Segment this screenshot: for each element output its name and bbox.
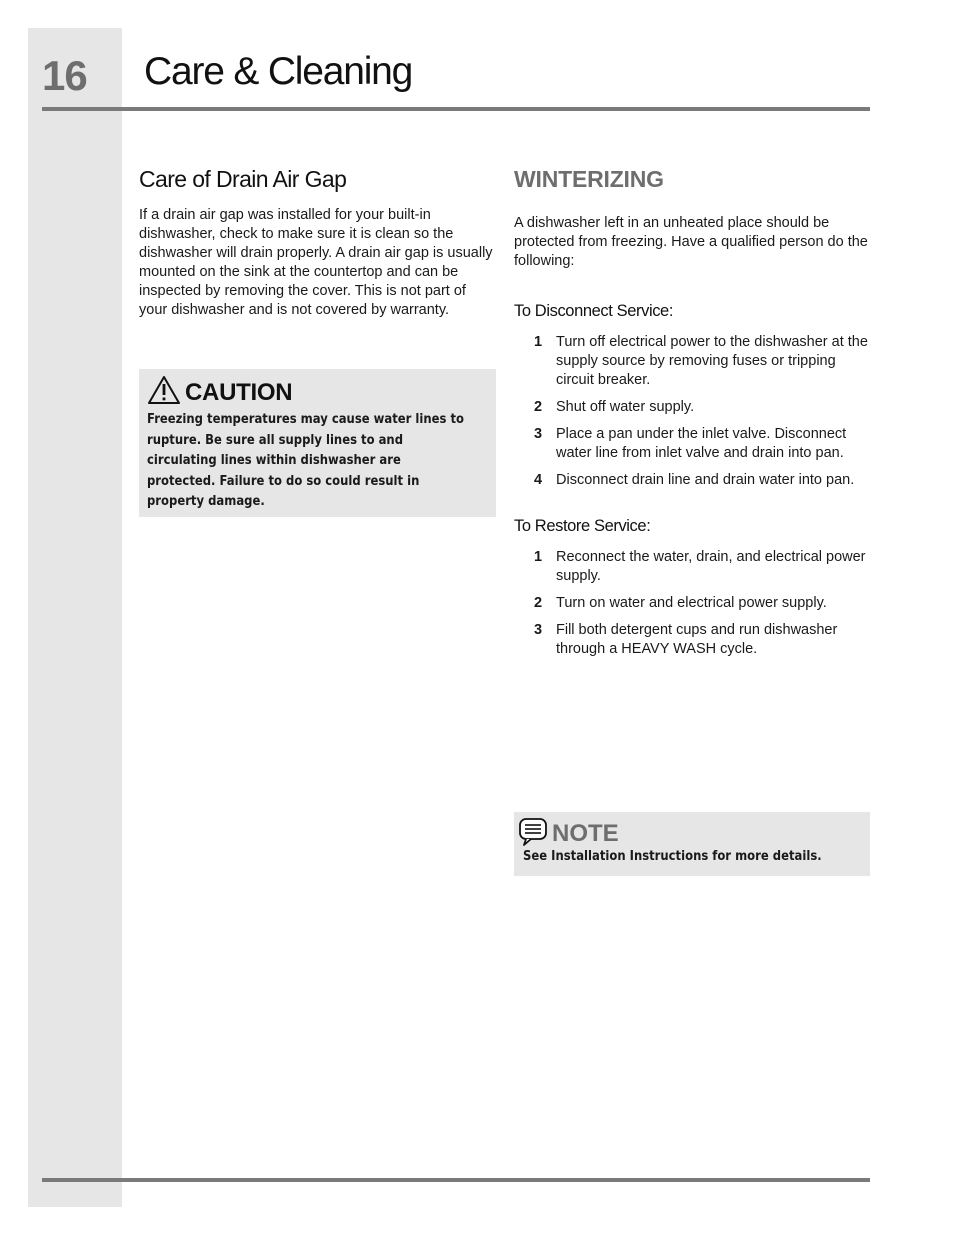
disconnect-steps bbox=[514, 333, 870, 490]
restore-heading: To Restore Service: bbox=[514, 517, 651, 535]
step-number: 3 bbox=[534, 426, 543, 442]
step-text: Shut off water supply. bbox=[556, 399, 695, 415]
header-rule bbox=[42, 107, 870, 111]
step-number: 2 bbox=[534, 595, 543, 611]
note-speech-icon bbox=[518, 816, 548, 851]
page-number: 16 bbox=[42, 52, 87, 99]
step-text: Place a pan under the inlet valve. Disconnect water line from inlet valve and drain into pan. bbox=[556, 426, 847, 461]
right-column bbox=[514, 166, 870, 686]
winterizing-heading: WINTERIZING bbox=[514, 166, 664, 192]
list-item bbox=[514, 548, 870, 586]
step-number: 4 bbox=[534, 472, 543, 488]
step-text: Turn off electrical power to the dishwasher at the supply source by removing fuses or tripping circuit breaker. bbox=[556, 334, 868, 388]
list-item bbox=[514, 398, 870, 417]
warning-triangle-icon bbox=[147, 375, 181, 410]
list-item bbox=[514, 621, 870, 659]
caution-label: CAUTION bbox=[185, 378, 293, 406]
list-item bbox=[514, 594, 870, 613]
caution-box bbox=[139, 369, 496, 517]
step-text: Disconnect drain line and drain water into pan. bbox=[556, 472, 855, 488]
page-sidebar bbox=[28, 28, 122, 1207]
step-number: 1 bbox=[534, 549, 543, 565]
step-number: 1 bbox=[534, 334, 543, 350]
step-text: Reconnect the water, drain, and electrical power supply. bbox=[556, 549, 866, 584]
restore-steps bbox=[514, 548, 870, 659]
step-number: 2 bbox=[534, 399, 543, 415]
left-column bbox=[139, 166, 497, 320]
caution-header bbox=[147, 375, 292, 410]
page-title: Care & Cleaning bbox=[144, 50, 413, 93]
list-item bbox=[514, 471, 870, 490]
note-label: NOTE bbox=[552, 819, 619, 847]
drain-air-gap-heading: Care of Drain Air Gap bbox=[139, 166, 347, 192]
step-text: Fill both detergent cups and run dishwasher through a HEAVY WASH cycle. bbox=[556, 622, 838, 657]
disconnect-heading: To Disconnect Service: bbox=[514, 302, 674, 320]
list-item bbox=[514, 425, 870, 463]
winterizing-intro: A dishwasher left in an unheated place should be protected from freezing. Have a qualified person do the following: bbox=[514, 215, 868, 269]
caution-text: Freezing temperatures may cause water lines to rupture. Be sure all supply lines to and circulating lines within dishwasher are protected. Failure to do so could result in property damage. bbox=[147, 411, 464, 509]
list-item bbox=[514, 333, 870, 390]
step-text: Turn on water and electrical power supply. bbox=[556, 595, 827, 611]
step-number: 3 bbox=[534, 622, 543, 638]
note-header bbox=[518, 816, 619, 851]
footer-rule bbox=[42, 1178, 870, 1182]
note-box bbox=[514, 812, 870, 876]
drain-air-gap-body: If a drain air gap was installed for your built-in dishwasher, check to make sure it is clean so the dishwasher will drain properly. A drain air gap is usually mounted on the sink at the countertop and can be inspected by removing the cover. This is not part of your dishwasher and is not covered by warranty. bbox=[139, 207, 493, 318]
note-text: See Installation Instructions for more details. bbox=[523, 848, 822, 864]
